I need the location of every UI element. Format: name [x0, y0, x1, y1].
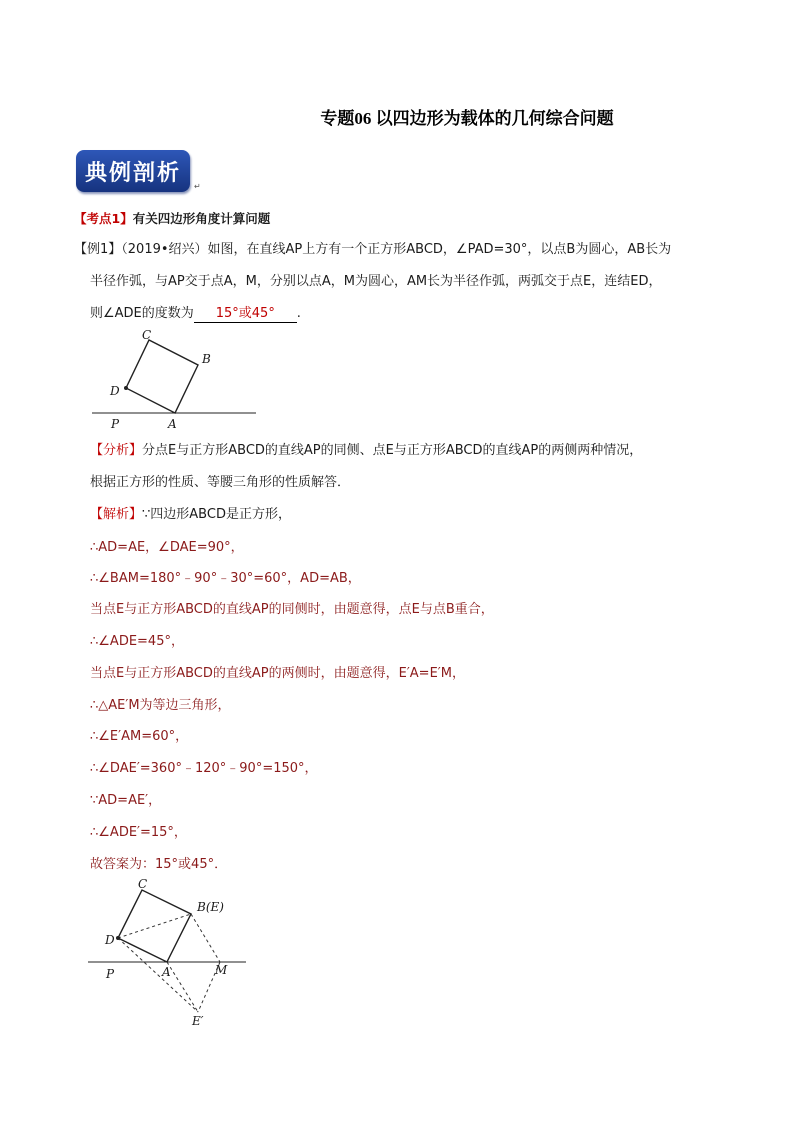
segment-de — [118, 938, 198, 1012]
question-line-3 — [90, 305, 301, 323]
solution-step: ∴∠BAM=180°﹣90°﹣30°=60°，AD=AB， — [90, 571, 361, 586]
segment-bm — [191, 914, 220, 962]
fig2-label-e-prime: E′ — [192, 1014, 204, 1028]
fig1-label-b: B — [202, 352, 211, 366]
solution-step: 当点E与正方形ABCD的直线AP的两侧时，由题意得，E′A=E′M， — [90, 666, 465, 681]
square-abcd — [126, 340, 198, 413]
analysis-line-1 — [90, 442, 642, 459]
page-title: 专题06 以四边形为载体的几何综合问题 — [320, 109, 614, 128]
solution-step: ∴∠ADE′=15°， — [90, 825, 187, 840]
fig1-label-p: P — [111, 417, 120, 431]
analysis-text-1: 分点E与正方形ABCD的直线AP的同侧、点E与正方形ABCD的直线AP的两侧两种情况， — [142, 443, 643, 458]
kaodian-text: 有关四边形角度计算问题 — [132, 211, 271, 226]
analysis-line-2: 根据正方形的性质、等腰三角形的性质解答． — [90, 475, 351, 490]
analysis-tag: 【分析】 — [90, 443, 143, 458]
solution-intro: ∵四边形ABCD是正方形， — [142, 507, 291, 522]
point-d — [116, 936, 120, 940]
fig2-label-d: D — [105, 933, 115, 947]
fig1-label-a: A — [168, 417, 177, 431]
solution-step: ∴∠ADE=45°， — [90, 634, 184, 649]
question-line-2: 半径作弧，与AP交于点A，M，分别以点A，M为圆心，AM长为半径作弧，两弧交于点E，连结ED， — [90, 274, 662, 289]
figure-1 — [80, 322, 270, 434]
question-line-3-prefix: 则∠ADE的度数为 — [90, 306, 194, 321]
paragraph-mark: ↵ — [194, 182, 201, 191]
solution-step: ∴△AE′M为等边三角形， — [90, 698, 231, 713]
question-line-1: 【例1】（2019•绍兴）如图，在直线AP上方有一个正方形ABCD，∠PAD=30°，以点B为圆心，AB长为 — [74, 242, 672, 257]
fig2-label-a: A — [162, 965, 171, 979]
kaodian-heading — [74, 209, 270, 227]
figure-2 — [80, 872, 280, 1032]
section-badge: 典例剖析 — [76, 150, 190, 192]
fig1-label-d: D — [110, 384, 120, 398]
solution-step: ∴∠DAE′=360°﹣120°﹣90°=150°， — [90, 761, 318, 776]
fig2-label-c: C — [138, 877, 148, 891]
fig2-label-m: M — [215, 963, 228, 977]
solution-intro-line — [90, 506, 291, 523]
kaodian-tag: 【考点1】 — [74, 211, 133, 226]
solution-step: ∴AD=AE，∠DAE=90°， — [90, 540, 244, 555]
solution-tag: 【解析】 — [90, 507, 143, 522]
solution-conclusion: 故答案为：15°或45°． — [90, 857, 228, 872]
solution-step: ∵AD=AE′， — [90, 793, 162, 808]
solution-step: 当点E与正方形ABCD的直线AP的同侧时，由题意得，点E与点B重合， — [90, 602, 494, 617]
fig2-label-p: P — [106, 967, 115, 981]
answer-blank: 15°或45° — [194, 305, 297, 323]
solution-step: ∴∠E′AM=60°， — [90, 729, 189, 744]
fig2-label-b-e: B(E) — [197, 900, 224, 914]
question-line-3-suffix: . — [296, 306, 301, 321]
fig1-label-c: C — [142, 328, 152, 342]
point-d — [124, 386, 128, 390]
